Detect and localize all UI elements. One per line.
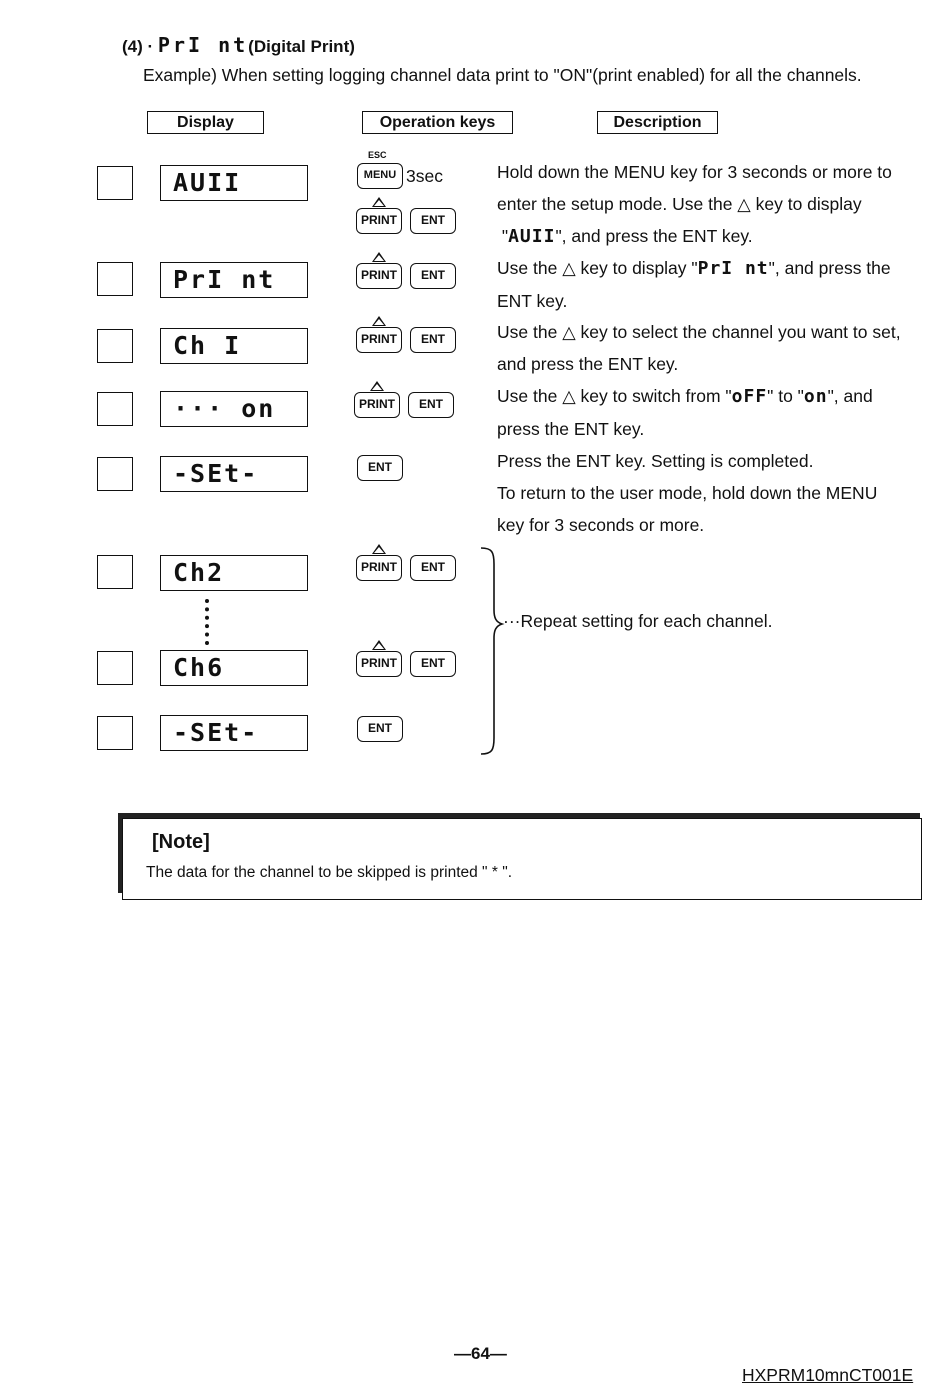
up-triangle-icon bbox=[372, 252, 386, 262]
up-triangle-icon: △ bbox=[562, 258, 576, 278]
up-triangle-icon bbox=[372, 544, 386, 554]
ent-key: ENT bbox=[357, 455, 403, 481]
menu-key: MENU bbox=[357, 163, 403, 189]
heading-label: (Digital Print) bbox=[248, 37, 355, 56]
step-checkbox bbox=[97, 262, 133, 296]
display-ch1: Ch I bbox=[160, 328, 308, 364]
description-step-6: To return to the user mode, hold down the MENU key for 3 seconds or more. bbox=[497, 483, 878, 535]
up-triangle-icon bbox=[372, 640, 386, 650]
display-column-header: Display bbox=[147, 111, 264, 134]
heading-number: (4) bbox=[122, 37, 143, 56]
up-triangle-icon bbox=[372, 197, 386, 207]
print-key: PRINT bbox=[354, 392, 400, 418]
display-set: -SEt- bbox=[160, 456, 308, 492]
display-aux: AUII bbox=[160, 165, 308, 201]
up-triangle-icon: △ bbox=[737, 194, 751, 214]
step-checkbox bbox=[97, 392, 133, 426]
keys-column-header: Operation keys bbox=[362, 111, 513, 134]
ent-key: ENT bbox=[408, 392, 454, 418]
step-checkbox bbox=[97, 457, 133, 491]
up-triangle-icon: △ bbox=[562, 386, 576, 406]
display-on: ··· on bbox=[160, 391, 308, 427]
note-text: The data for the channel to be skipped is printed " * ". bbox=[146, 864, 513, 881]
up-triangle-icon bbox=[370, 381, 384, 391]
step-checkbox bbox=[97, 555, 133, 589]
example-text: Example) When setting logging channel data print to "ON"(print enabled) for all the channels. bbox=[143, 65, 862, 85]
description-step-2: Use the △ key to display "PrI nt", and press the ENT key. bbox=[497, 258, 891, 311]
step-checkbox bbox=[97, 716, 133, 750]
page-number: —64— bbox=[454, 1344, 507, 1363]
display-ch2: Ch2 bbox=[160, 555, 308, 591]
description-step-4: Use the △ key to switch from "oFF" to "on", and press the ENT key. bbox=[497, 386, 873, 439]
display-print: PrI nt bbox=[160, 262, 308, 298]
section-heading bbox=[122, 33, 355, 57]
print-key: PRINT bbox=[356, 263, 402, 289]
step-checkbox bbox=[97, 329, 133, 363]
note-box bbox=[122, 818, 922, 900]
display-ch6: Ch6 bbox=[160, 650, 308, 686]
description-column-header: Description bbox=[597, 111, 718, 134]
document-id: HXPRM10mnCT001E bbox=[742, 1365, 914, 1385]
heading-segment-word: PrI nt bbox=[157, 33, 249, 57]
note-title: [Note] bbox=[152, 831, 210, 853]
vertical-ellipsis bbox=[205, 599, 209, 645]
up-triangle-icon bbox=[372, 316, 386, 326]
step-checkbox bbox=[97, 651, 133, 685]
right-brace-icon bbox=[478, 546, 508, 758]
ent-key: ENT bbox=[410, 208, 456, 234]
ent-key: ENT bbox=[357, 716, 403, 742]
up-triangle-icon: △ bbox=[562, 322, 576, 342]
print-key: PRINT bbox=[356, 555, 402, 581]
description-step-5: Press the ENT key. Setting is completed. bbox=[497, 451, 814, 471]
display-set-final: -SEt- bbox=[160, 715, 308, 751]
esc-label: ESC bbox=[368, 150, 387, 160]
ent-key: ENT bbox=[410, 651, 456, 677]
print-key: PRINT bbox=[356, 651, 402, 677]
description-step-1: Hold down the MENU key for 3 seconds or more to enter the setup mode. Use the △ key to display "AUII", and press the ENT key. bbox=[497, 162, 892, 247]
print-key: PRINT bbox=[356, 208, 402, 234]
description-step-3: Use the △ key to select the channel you want to set, and press the ENT key. bbox=[497, 322, 901, 374]
ent-key: ENT bbox=[410, 263, 456, 289]
step-checkbox bbox=[97, 166, 133, 200]
heading-bullet: · bbox=[147, 37, 154, 56]
ent-key: ENT bbox=[410, 555, 456, 581]
print-key: PRINT bbox=[356, 327, 402, 353]
repeat-note: ···Repeat setting for each channel. bbox=[503, 611, 773, 631]
hold-duration: 3sec bbox=[406, 166, 443, 186]
ent-key: ENT bbox=[410, 327, 456, 353]
